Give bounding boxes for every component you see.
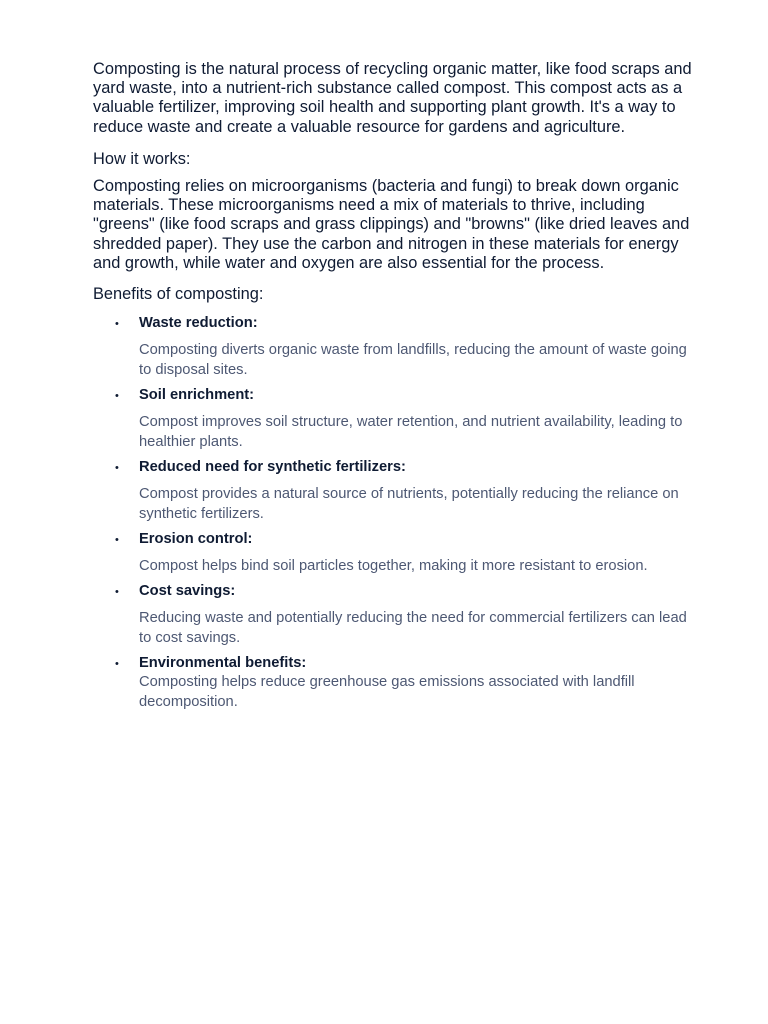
bullet-icon: • xyxy=(115,534,119,547)
benefit-item-environmental xyxy=(93,654,693,712)
bullet-icon: • xyxy=(115,462,119,475)
how-it-works-heading: How it works: xyxy=(93,149,191,168)
benefit-description: Compost improves soil structure, water retention, and nutrient availability, leading to healthier plants. xyxy=(139,414,683,451)
benefit-title: Environmental benefits: xyxy=(139,655,307,672)
benefit-title: Soil enrichment: xyxy=(139,387,255,404)
benefit-title: Cost savings: xyxy=(139,583,236,600)
bullet-icon: • xyxy=(115,390,119,403)
benefit-description: Composting diverts organic waste from landfills, reducing the amount of waste going to disposal sites. xyxy=(139,342,687,379)
benefit-item-cost-savings xyxy=(93,582,693,648)
benefit-description: Reducing waste and potentially reducing the need for commercial fertilizers can lead to cost savings. xyxy=(139,610,687,647)
benefit-item-erosion-control xyxy=(93,530,693,576)
how-it-works-paragraph: Composting relies on microorganisms (bacteria and fungi) to break down organic materials. These microorganisms need a mix of materials to thrive, including "greens" (like food scraps and grass clippings) and "browns" (like dried leaves and shredded paper). They use the carbon and nitrogen in these materials for energy and growth, while water and oxygen are also essential for the process. xyxy=(93,177,690,272)
benefit-title: Erosion control: xyxy=(139,531,253,548)
bullet-icon: • xyxy=(115,318,119,331)
benefit-description: Compost provides a natural source of nutrients, potentially reducing the reliance on synthetic fertilizers. xyxy=(139,486,679,523)
benefit-item-soil-enrichment xyxy=(93,386,693,452)
bullet-icon: • xyxy=(115,586,119,599)
benefits-list xyxy=(93,314,693,712)
benefit-title: Reduced need for synthetic fertilizers: xyxy=(139,459,406,476)
benefit-title: Waste reduction: xyxy=(139,315,258,332)
benefit-description: Compost helps bind soil particles together, making it more resistant to erosion. xyxy=(139,558,648,575)
intro-paragraph: Composting is the natural process of recycling organic matter, like food scraps and yard waste, into a nutrient-rich substance called compost. This compost acts as a valuable fertilizer, improving soil health and supporting plant growth. It's a way to reduce waste and create a valuable resource for gardens and agriculture. xyxy=(93,60,692,136)
benefit-item-reduced-fertilizers xyxy=(93,458,693,524)
bullet-icon: • xyxy=(115,658,119,671)
document-page xyxy=(93,60,693,718)
benefits-heading: Benefits of composting: xyxy=(93,285,264,304)
benefit-description: Composting helps reduce greenhouse gas emissions associated with landfill decomposition. xyxy=(139,674,635,711)
benefit-item-waste-reduction xyxy=(93,314,693,380)
